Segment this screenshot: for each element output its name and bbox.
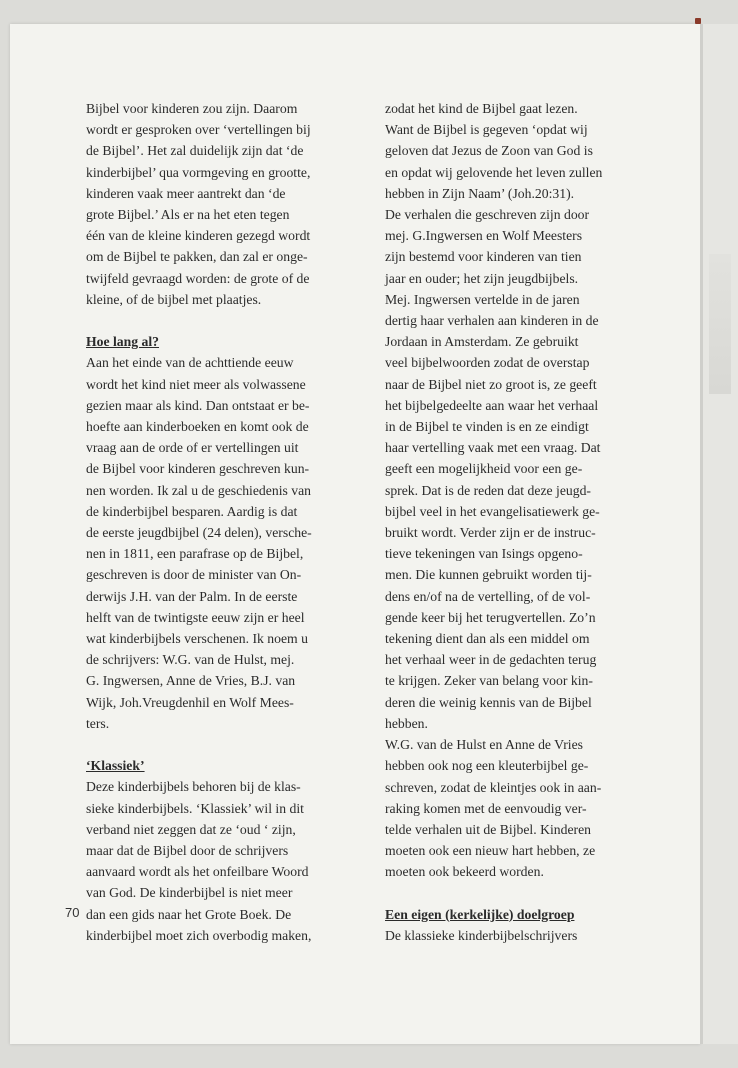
right-paragraph-1 (385, 98, 657, 883)
text-line: maar dat de Bijbel door de schrijvers (86, 843, 289, 859)
text-line: dens en/of na de vertelling, of de vol- (385, 588, 591, 604)
text-line: moeten ook een nieuw hart hebben, ze (385, 843, 596, 859)
text-line: nen in 1811, een parafrase op de Bijbel, (86, 546, 304, 562)
text-line: de schrijvers: W.G. van de Hulst, mej. (86, 652, 295, 668)
text-line: Aan het einde van de achttiende eeuw (86, 355, 294, 371)
text-line: derwijs J.H. van der Palm. In de eerste (86, 588, 298, 604)
text-line: De klassieke kinderbijbelschrijvers (385, 927, 578, 943)
text-line: jaar en ouder; het zijn jeugdbijbels. (385, 270, 579, 286)
text-line: dan een gids naar het Grote Boek. De (86, 906, 292, 922)
text-line: G. Ingwersen, Anne de Vries, B.J. van (86, 673, 296, 689)
text-line: geeft een mogelijkheid voor een ge- (385, 461, 583, 477)
heading-klassiek: ‘Klassiek’ (86, 758, 145, 774)
text-line: deren die weinig kennis van de Bijbel (385, 694, 592, 710)
text-line: aanvaard wordt als het onfeilbare Woord (86, 864, 309, 880)
text-line: raking komen met de eenvoudig ver- (385, 800, 587, 816)
text-line: de eerste jeugdbijbel (24 delen), versche- (86, 525, 312, 541)
left-paragraph-1 (86, 98, 348, 310)
text-line: wat kinderbijbels verschenen. Ik noem u (86, 631, 308, 647)
text-line: wordt er gesproken over ‘vertellingen bij (86, 122, 311, 138)
text-line: verband niet zeggen dat ze ‘oud ‘ zijn, (86, 821, 296, 837)
text-line: Bijbel voor kinderen zou zijn. Daarom (86, 101, 298, 116)
text-line: geschreven is door de minister van On- (86, 567, 302, 583)
text-line: en opdat wij gelovende het leven zullen (385, 164, 603, 180)
text-line: te krijgen. Zeker van belang voor kin- (385, 673, 593, 689)
text-line: Wijk, Joh.Vreugdenhil en Wolf Mees- (86, 694, 294, 710)
text-line: het bijbelgedeelte aan waar het verhaal (385, 397, 599, 413)
text-line: bruikt wordt. Verder zijn er de instruc- (385, 525, 596, 541)
text-line: kinderbijbel’ qua vormgeving en grootte, (86, 164, 311, 180)
text-line: sieke kinderbijbels. ‘Klassiek’ wil in dit (86, 800, 304, 816)
text-line: de Bijbel voor kinderen geschreven kun- (86, 461, 310, 477)
left-paragraph-2 (86, 352, 348, 734)
adjacent-page-edge (700, 24, 738, 1044)
text-line: mej. G.Ingwersen en Wolf Meesters (385, 228, 583, 244)
text-line: één van de kleine kinderen gezegd wordt (86, 228, 311, 244)
text-line: in de Bijbel te vinden is en ze eindigt (385, 419, 589, 435)
text-line: hoefte aan kinderboeken en komt ook de (86, 419, 309, 435)
text-line: wordt het kind niet meer als volwassene (86, 376, 306, 392)
text-line: zijn bestemd voor kinderen van tien (385, 249, 582, 265)
text-line: De verhalen die geschreven zijn door (385, 207, 590, 223)
text-line: men. Die kunnen gebruikt worden tij- (385, 567, 592, 583)
text-line: schreven, zodat de kleintjes ook in aan- (385, 779, 602, 795)
text-line: hebben in Zijn Naam’ (Joh.20:31). (385, 185, 575, 201)
text-line: dertig haar verhalen aan kinderen in de (385, 313, 599, 329)
text-line: helft van de twintigste eeuw zijn er heel (86, 609, 305, 625)
show-through-block (709, 254, 731, 394)
text-line: naar de Bijbel niet zo groot is, ze geeft (385, 376, 597, 392)
left-paragraph-3 (86, 776, 348, 946)
heading-eigen-doelgroep: Een eigen (kerkelijke) doelgroep (385, 906, 575, 922)
text-line: zodat het kind de Bijbel gaat lezen. (385, 101, 578, 116)
left-text-column (86, 98, 348, 946)
text-line: kinderen vaak meer aantrekt dan ‘de (86, 185, 286, 201)
text-line: geloven dat Jezus de Zoon van God is (385, 143, 593, 159)
text-line: haar vertelling vaak met een vraag. Dat (385, 440, 601, 456)
text-line: tekening dient dan als een middel om (385, 631, 590, 647)
right-text-column (385, 98, 657, 946)
text-line: de Bijbel’. Het zal duidelijk zijn dat ‘de (86, 143, 304, 159)
text-line: sprek. Dat is de reden dat deze jeugd- (385, 482, 591, 498)
text-line: vraag aan de orde of er vertellingen uit (86, 440, 299, 456)
text-line: hebben. (385, 715, 428, 731)
text-line: van God. De kinderbijbel is niet meer (86, 885, 293, 901)
text-line: de kinderbijbel besparen. Aardig is dat (86, 503, 298, 519)
text-line: gezien maar als kind. Dan ontstaat er be- (86, 397, 310, 413)
text-line: kleine, of de bijbel met plaatjes. (86, 291, 262, 307)
text-line: twijfeld gevraagd worden: de grote of de (86, 270, 310, 286)
text-line: grote Bijbel.’ Als er na het eten tegen (86, 207, 290, 223)
text-line: het verhaal weer in de gedachten terug (385, 652, 597, 668)
text-line: bijbel veel in het evangelisatiewerk ge- (385, 503, 600, 519)
text-line: om de Bijbel te pakken, dan zal er onge- (86, 249, 308, 265)
text-line: W.G. van de Hulst en Anne de Vries (385, 737, 583, 753)
text-line: ters. (86, 715, 110, 731)
bookmark-ribbon (695, 18, 701, 24)
text-line: Mej. Ingwersen vertelde in de jaren (385, 291, 580, 307)
text-line: Jordaan in Amsterdam. Ze gebruikt (385, 334, 579, 350)
text-line: nen worden. Ik zal u de geschiedenis van (86, 482, 312, 498)
text-line: hebben ook nog een kleuterbijbel ge- (385, 758, 589, 774)
page-number: 70 (65, 905, 80, 920)
text-line: Deze kinderbijbels behoren bij de klas- (86, 779, 301, 795)
text-line: veel bijbelwoorden zodat de overstap (385, 355, 590, 371)
right-paragraph-2 (385, 925, 657, 946)
text-line: Want de Bijbel is gegeven ‘opdat wij (385, 122, 588, 138)
text-line: moeten ook bekeerd worden. (385, 864, 544, 880)
text-line: gende keer bij het terugvertellen. Zo’n (385, 609, 596, 625)
heading-hoe-lang-al: Hoe lang al? (86, 334, 160, 350)
text-line: kinderbijbel moet zich overbodig maken, (86, 927, 312, 943)
text-line: tieve tekeningen van Isings opgeno- (385, 546, 583, 562)
text-line: telde verhalen uit de Bijbel. Kinderen (385, 821, 592, 837)
